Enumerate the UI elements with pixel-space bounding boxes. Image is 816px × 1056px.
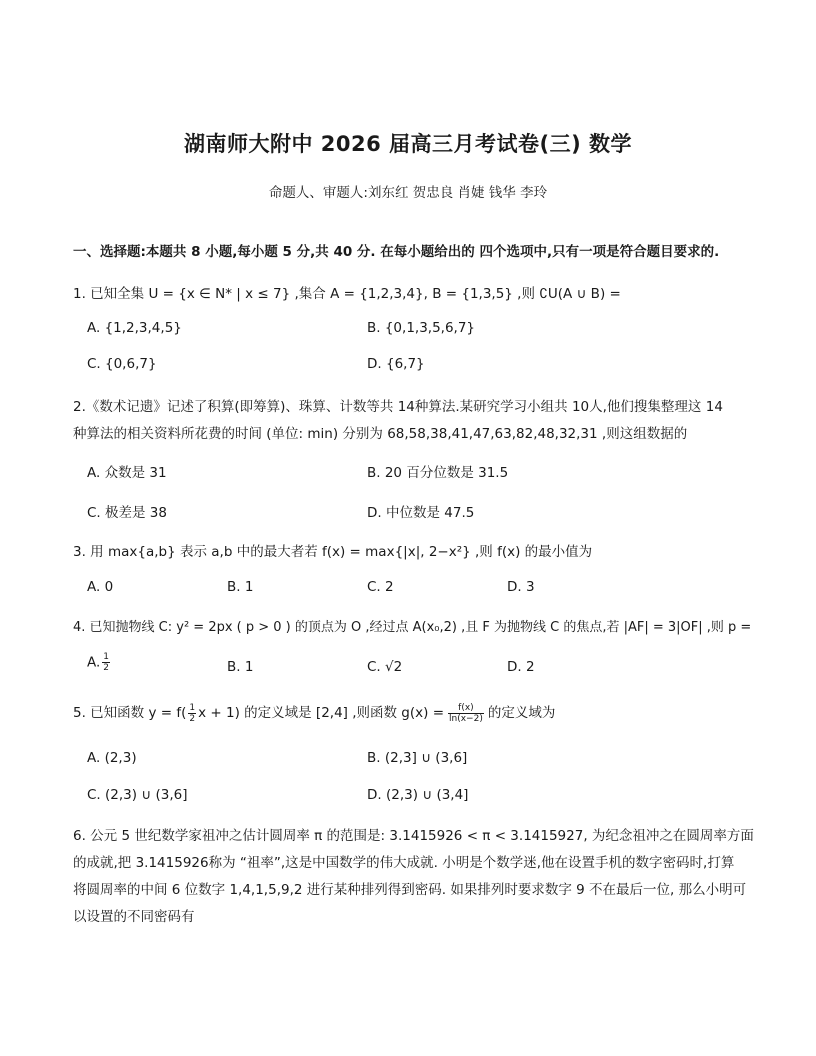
fraction-denominator: 2 xyxy=(189,713,196,724)
question-1-option-a: A. {1,2,3,4,5} xyxy=(87,320,182,336)
fraction xyxy=(448,703,484,724)
question-1-option-d: D. {6,7} xyxy=(367,356,425,372)
fraction xyxy=(102,652,110,673)
question-6-line-1: 6. 公元 5 世纪数学家祖冲之估计圆周率 π 的范围是: 3.1415926 < π < 3.1415927, 为纪念祖冲之在圆周率方面 xyxy=(73,828,754,844)
question-3-option-a: A. 0 xyxy=(87,579,114,595)
authors-line: 命题人、审题人:刘东红 贺忠良 肖婕 钱华 李玲 xyxy=(268,185,548,201)
question-4-option-b: B. 1 xyxy=(227,659,254,675)
fraction-numerator: f(x) xyxy=(448,703,484,714)
question-6-line-4: 以设置的不同密码有 xyxy=(73,909,195,925)
fraction-denominator: 2 xyxy=(103,663,110,673)
question-3-option-b: B. 1 xyxy=(227,579,254,595)
fraction xyxy=(188,703,196,724)
question-5-stem-part-3: 的定义域为 xyxy=(487,705,556,721)
fraction-denominator: ln(x−2) xyxy=(449,713,483,724)
question-2-option-d: D. 中位数是 47.5 xyxy=(367,505,475,521)
question-3-option-d: D. 3 xyxy=(507,579,535,595)
question-5-stem-part-2: x + 1) 的定义域是 [2,4] ,则函数 g(x) = xyxy=(198,705,445,721)
question-2-stem-line-1: 2.《数术记遗》记述了积算(即筹算)、珠算、计数等共 14种算法.某研究学习小组共 10人,他们搜集整理这 14 xyxy=(73,399,723,415)
question-4-option-c: C. √2 xyxy=(367,659,403,675)
question-1-option-b: B. {0,1,3,5,6,7} xyxy=(367,320,476,336)
question-5-option-c: C. (2,3) ∪ (3,6] xyxy=(87,787,188,803)
question-5-option-d: D. (2,3) ∪ (3,4] xyxy=(367,787,469,803)
fraction-numerator: 1 xyxy=(103,652,110,662)
question-6-line-2: 的成就,把 3.1415926称为 “祖率”,这是中国数学的伟大成就. 小明是个数学迷,他在设置手机的数字密码时,打算 xyxy=(73,855,735,871)
question-4-stem: 4. 已知抛物线 C: y² = 2px ( p > 0 ) 的顶点为 O ,经过点 A(x₀,2) ,且 F 为抛物线 C 的焦点,若 |AF| = 3|OF| ,则 p = xyxy=(73,620,752,635)
question-2-option-c: C. 极差是 38 xyxy=(87,505,167,521)
question-5-option-a: A. (2,3) xyxy=(87,750,137,766)
question-3-stem: 3. 用 max{a,b} 表示 a,b 中的最大者若 f(x) = max{|x|, 2−x²} ,则 f(x) 的最小值为 xyxy=(73,544,593,560)
question-2-stem-line-2: 种算法的相关资料所花费的时间 (单位: min) 分别为 68,58,38,41,47,63,82,48,32,31 ,则这组数据的 xyxy=(73,426,688,442)
fraction-numerator: 1 xyxy=(189,702,196,713)
question-4-option-a-label: A. xyxy=(87,654,101,671)
question-5-stem xyxy=(73,701,555,724)
question-2-option-b: B. 20 百分位数是 31.5 xyxy=(367,465,509,481)
question-5-stem-part-1: 5. 已知函数 y = f( xyxy=(73,705,187,721)
question-4-option-a xyxy=(87,652,112,673)
question-1-stem: 1. 已知全集 U = {x ∈ N* | x ≤ 7} ,集合 A = {1,2,3,4}, B = {1,3,5} ,则 ∁U(A ∪ B) = xyxy=(73,286,621,302)
question-5-option-b: B. (2,3] ∪ (3,6] xyxy=(367,750,468,766)
question-3-option-c: C. 2 xyxy=(367,579,394,595)
question-1-option-c: C. {0,6,7} xyxy=(87,356,157,372)
question-2-option-a: A. 众数是 31 xyxy=(87,465,167,481)
question-4-option-d: D. 2 xyxy=(507,659,535,675)
question-6-line-3: 将圆周率的中间 6 位数字 1,4,1,5,9,2 进行某种排列得到密码. 如果排列时要求数字 9 不在最后一位, 那么小明可 xyxy=(73,882,747,898)
page-title: 湖南师大附中 2026 届高三月考试卷(三) 数学 xyxy=(183,132,633,156)
section-heading: 一、选择题:本题共 8 小题,每小题 5 分,共 40 分. 在每小题给出的 四个选项中,只有一项是符合题目要求的. xyxy=(73,244,720,260)
